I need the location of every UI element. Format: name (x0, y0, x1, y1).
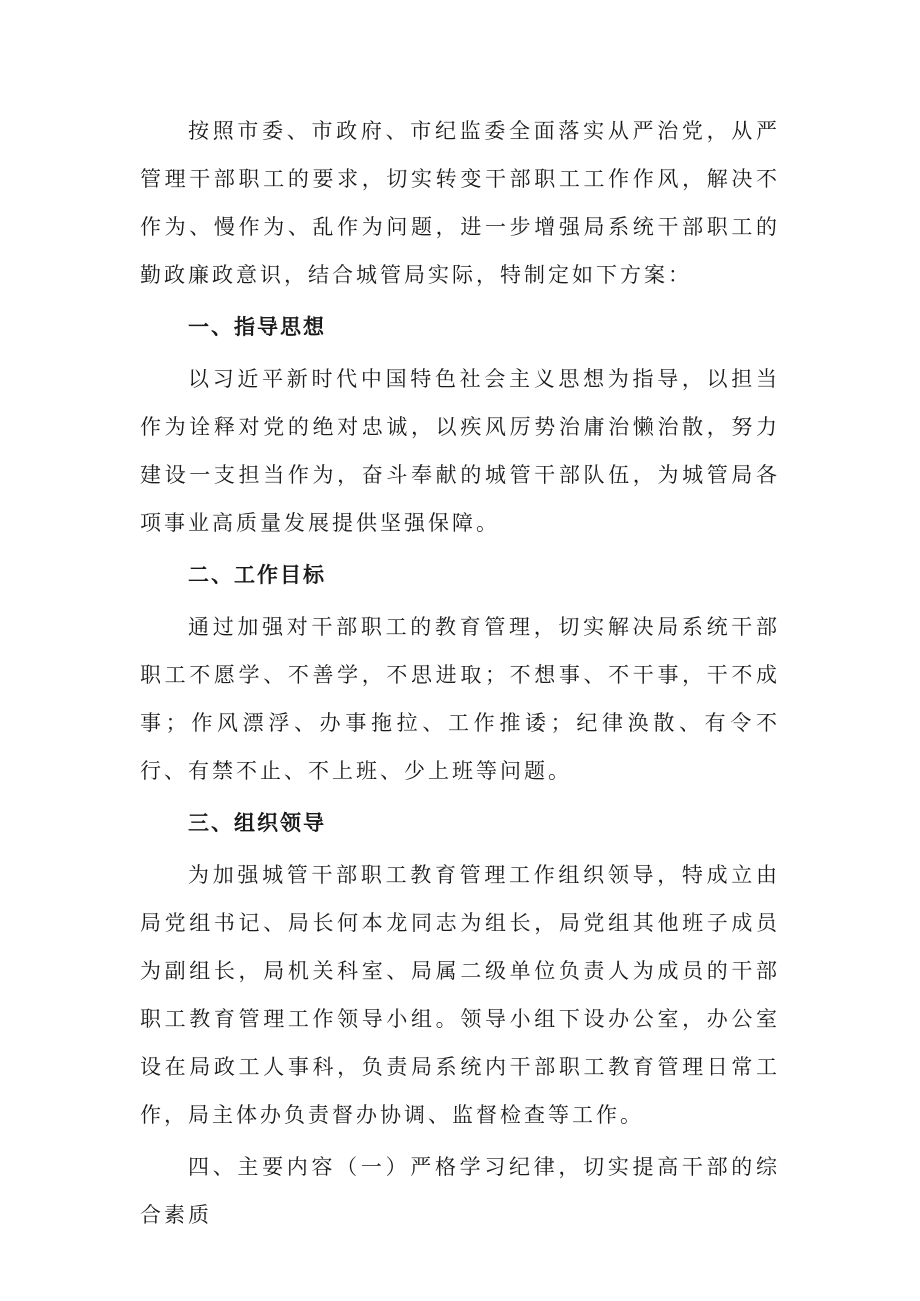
section-body-work-goals: 通过加强对干部职工的教育管理，切实解决局系统干部职工不愿学、不善学，不思进取；不想事、不干事，干不成事；作风漂浮、办事拖拉、工作推诿；纪律涣散、有令不行、有禁不止、不上班、少上班等问题。 (140, 615, 780, 783)
intro-paragraph: 按照市委、市政府、市纪监委全面落实从严治党，从严管理干部职工的要求，切实转变干部职工工作作风，解决不作为、慢作为、乱作为问题，进一步增强局系统干部职工的勤政廉政意识，结合城管局实际，特制定如下方案： (140, 119, 780, 287)
section-body-organization: 为加强城管干部职工教育管理工作组织领导，特成立由局党组书记、局长何本龙同志为组长，局党组其他班子成员为副组长，局机关科室、局属二级单位负责人为成员的干部职工教育管理工作领导小组。领导小组下设办公室，办公室设在局政工人事科，负责局系统内干部职工教育管理日常工作，局主体办负责督办协调、监督检查等工作。 (140, 863, 780, 1127)
section-body-guiding-ideology: 以习近平新时代中国特色社会主义思想为指导，以担当作为诠释对党的绝对忠诚，以疾风厉势治庸治懒治散，努力建设一支担当作为，奋斗奉献的城管干部队伍，为城管局各项事业高质量发展提供坚强保障。 (140, 367, 780, 535)
section-heading-work-goals: 二、工作目标 (188, 563, 326, 587)
section-heading-guiding-ideology: 一、指导思想 (188, 315, 326, 339)
section-heading-organization: 三、组织领导 (188, 811, 326, 835)
closing-paragraph: 四、主要内容（一）严格学习纪律，切实提高干部的综合素质 (140, 1155, 780, 1227)
